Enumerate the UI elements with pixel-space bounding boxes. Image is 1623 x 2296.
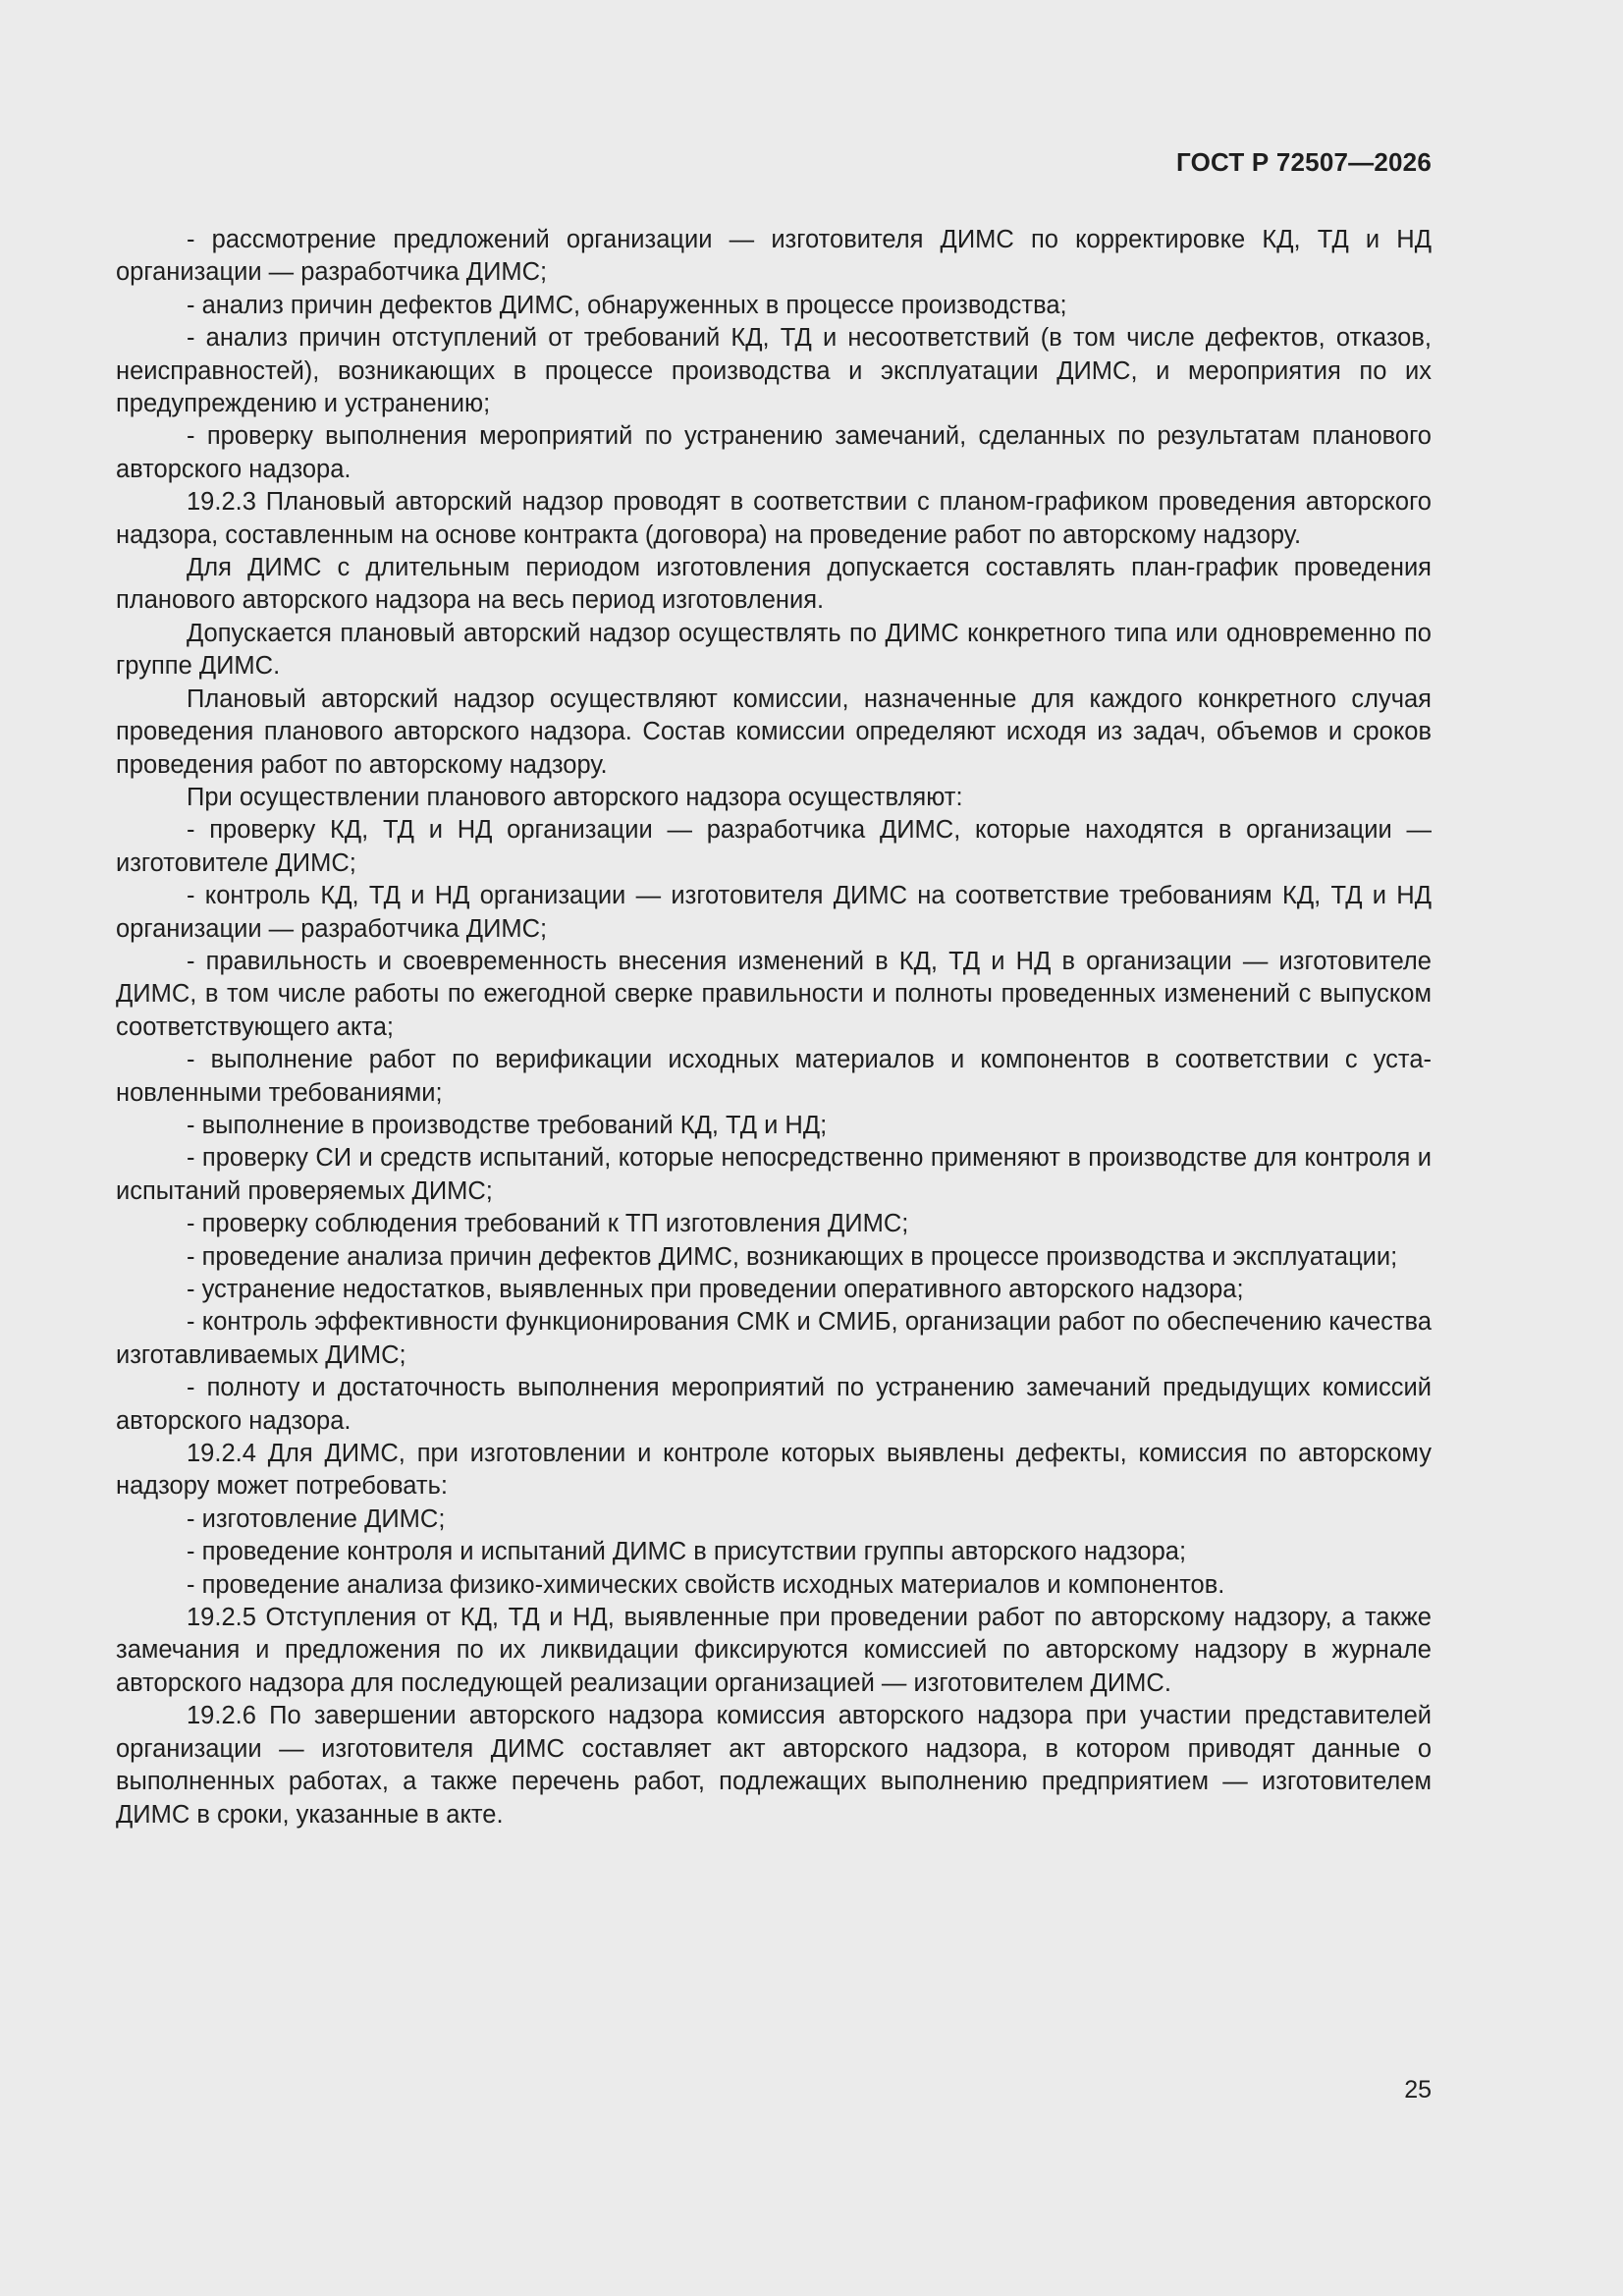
paragraph: При осуществлении планового авторского надзора осуществляют: — [187, 783, 963, 811]
paragraph: - рассмотрение предложений организации — изготовителя ДИМС по корректировке КД, ТД и НД организации — разработчика ДИМС; — [116, 226, 1432, 287]
paragraph: Допускается плановый авторский надзор осуществлять по ДИМС конкретного типа или одновременно по группе ДИМС. — [116, 619, 1432, 681]
paragraph: - проверку СИ и средств испытаний, которые непосредственно применяют в производстве для контроля и испытаний проверяемых ДИМС; — [116, 1144, 1432, 1205]
paragraph: - проверку соблюдения требований к ТП изготовления ДИМС; — [187, 1210, 909, 1238]
paragraph: - контроль эффективности функционирования СМК и СМИБ, организации работ по обеспечению качества изготавливаемых ДИМС; — [116, 1308, 1432, 1369]
paragraph: 19.2.3 Плановый авторский надзор проводят в соответствии с планом-графиком проведения авторского надзора, составленным на основе контракта (договора) на проведение работ по авторскому надзору. — [116, 488, 1432, 549]
document-header-id: ГОСТ Р 72507—2026 — [1176, 147, 1432, 177]
paragraph: 19.2.4 Для ДИМС, при изготовлении и контроле которых выявлены дефекты, комиссия по авторскому надзору может потребовать: — [116, 1440, 1432, 1501]
paragraph: - правильность и своевременность внесения изменений в КД, ТД и НД в организации — изготовителе ДИМС, в том числе работы по ежегодной сверке правильности и полноты проведенных изменений с выпуском соответствующего акта; — [116, 947, 1432, 1041]
paragraph: - устранение недостатков, выявленных при проведении оперативного авторского надзора; — [187, 1276, 1244, 1303]
paragraph: - выполнение работ по верификации исходных материалов и компонентов в соответствии с установленными требованиями; — [116, 1046, 1432, 1107]
paragraph: - анализ причин дефектов ДИМС, обнаруженных в процессе производства; — [187, 291, 1067, 319]
paragraph: - анализ причин отступлений от требований КД, ТД и несоответствий (в том числе дефектов, отказов, неисправностей), возникающих в процессе производства и эксплуатации ДИМС, и мероприятия по их предупреждению и устранению; — [116, 324, 1432, 418]
document-body — [116, 224, 1432, 1831]
paragraph: - контроль КД, ТД и НД организации — изготовителя ДИМС на соответствие требованиям КД, ТД и НД организации — разработчика ДИМС; — [116, 882, 1432, 943]
paragraph: - проверку КД, ТД и НД организации — разработчика ДИМС, которые находятся в организации — изготовителе ДИМС; — [116, 816, 1432, 877]
paragraph: Для ДИМС с длительным периодом изготовления допускается составлять план-график проведения планового авторского надзора на весь период изготовления. — [116, 554, 1432, 615]
paragraph: - проведение контроля и испытаний ДИМС в присутствии группы авторского надзора; — [187, 1538, 1187, 1566]
paragraph: - проверку выполнения мероприятий по устранению замечаний, сделанных по результатам планового авторского надзора. — [116, 422, 1432, 483]
paragraph: - выполнение в производстве требований КД, ТД и НД; — [187, 1111, 828, 1139]
paragraph: - изготовление ДИМС; — [187, 1504, 446, 1533]
page-number: 25 — [1404, 2076, 1432, 2104]
paragraph: 19.2.6 По завершении авторского надзора комиссия авторского надзора при участии представителей организации — изготовителя ДИМС составляет акт авторского надзора, в котором приводят данные о выполненных работах, а также перечень работ, подлежащих выполнению предприятием — изготовителем ДИМС в сроки, указанные в акте. — [116, 1702, 1432, 1829]
paragraph: Плановый авторский надзор осуществляют комиссии, назначенные для каждого конкретного случая проведения планового авторского надзора. Состав комиссии определяют исходя из задач, объемов и сроков проведения работ по авторскому надзору. — [116, 684, 1432, 779]
paragraph: - полноту и достаточность выполнения мероприятий по устранению замечаний предыдущих комиссий авторского надзора. — [116, 1374, 1432, 1435]
paragraph: 19.2.5 Отступления от КД, ТД и НД, выявленные при проведении работ по авторскому надзору, а также замечания и предложения по их ликвидации фиксируются комиссией по авторскому надзору в журнале авторского надзора для последующей реализации организацией — изготовителем ДИМС. — [116, 1604, 1432, 1697]
paragraph: - проведение анализа физико-химических свойств исходных материалов и компонентов. — [187, 1570, 1225, 1599]
paragraph: - проведение анализа причин дефектов ДИМС, возникающих в процессе производства и эксплуатации; — [187, 1242, 1398, 1271]
